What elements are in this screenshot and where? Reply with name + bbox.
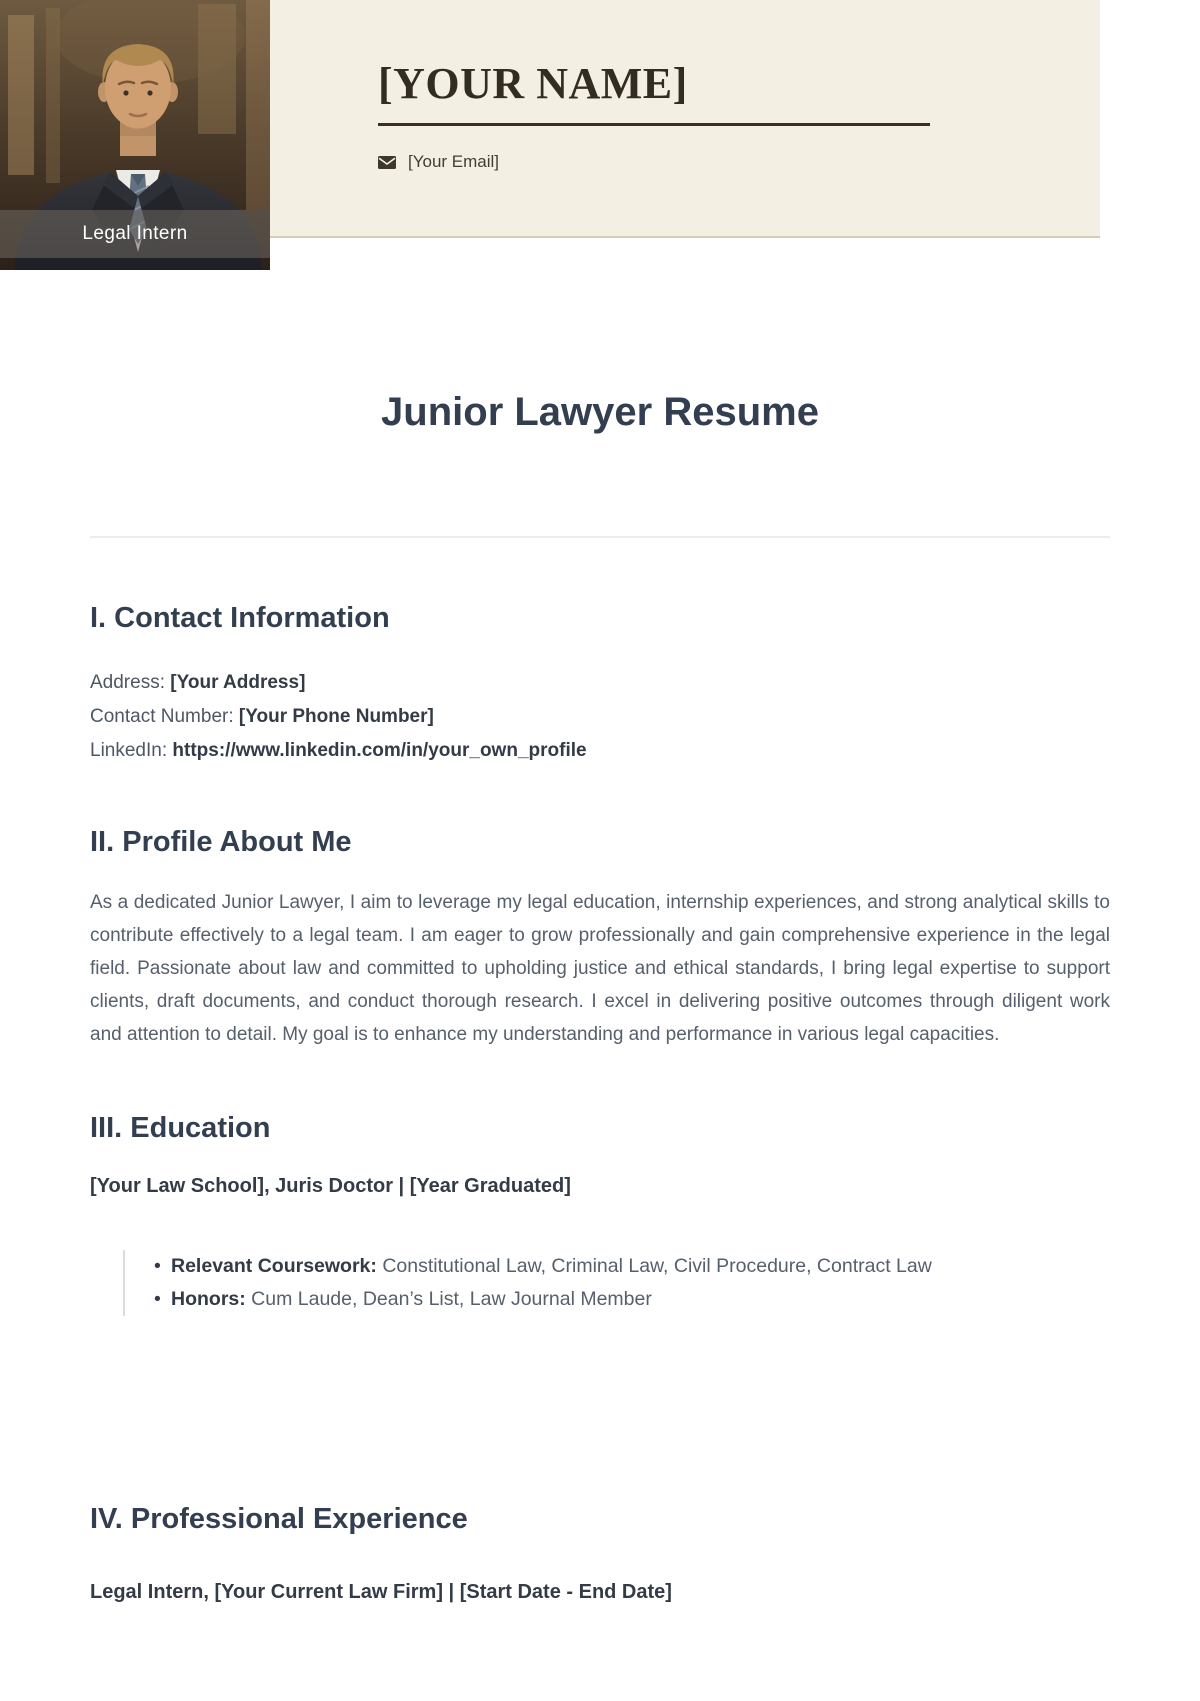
email-text: [Your Email]	[408, 152, 500, 171]
resume-body	[0, 388, 1200, 1606]
contact-row-phone	[90, 700, 1110, 734]
email-icon	[378, 156, 396, 169]
bullet-label: Honors:	[171, 1288, 246, 1310]
profile-paragraph: As a dedicated Junior Lawyer, I aim to leverage my legal education, internship experiences, and strong analytical skills to contribute effectively to a legal team. I am eager to grow professionally and gain comprehensive experience in the legal field. Passionate about law and committed to upholding justice and ethical standards, I bring legal expertise to support clients, draft documents, and conduct thorough research. I excel in delivering positive outcomes through diligent work and attention to detail. My goal is to enhance my understanding and performance in various legal capacities.	[90, 892, 1110, 1045]
linkedin-url[interactable]: https://www.linkedin.com/in/your_own_profile	[172, 740, 587, 761]
contact-rows	[90, 666, 1110, 768]
bullet-value: Constitutional Law, Criminal Law, Civil Procedure, Contract Law	[382, 1255, 932, 1277]
section-heading-experience: IV. Professional Experience	[90, 1503, 468, 1535]
education-bullets	[123, 1250, 1110, 1316]
contact-value: [Your Address]	[170, 672, 306, 693]
section-heading-education: III. Education	[90, 1112, 271, 1144]
bullet-item-honors	[154, 1283, 1100, 1316]
contact-row-linkedin	[90, 734, 1110, 768]
header-banner	[270, 0, 1100, 238]
header	[0, 0, 1200, 270]
contact-label: Address:	[90, 672, 165, 693]
contact-label: LinkedIn:	[90, 740, 168, 761]
bullet-item-coursework	[154, 1250, 1100, 1283]
page-title: Junior Lawyer Resume	[381, 390, 819, 434]
contact-row-address	[90, 666, 1110, 700]
education-degree-line: [Your Law School], Juris Doctor | [Year Graduated]	[90, 1175, 571, 1197]
bullet-label: Relevant Coursework:	[171, 1255, 377, 1277]
photo-caption: Legal Intern	[0, 210, 270, 258]
bullet-value: Cum Laude, Dean’s List, Law Journal Member	[251, 1288, 652, 1310]
section-heading-contact: I. Contact Information	[90, 602, 390, 634]
name-block	[378, 58, 930, 126]
email-row	[378, 152, 1100, 172]
contact-value: [Your Phone Number]	[238, 706, 434, 727]
name-heading: [YOUR NAME]	[378, 59, 688, 108]
portrait-photo	[0, 0, 270, 270]
experience-entry-line: Legal Intern, [Your Current Law Firm] | [Start Date - End Date]	[90, 1581, 672, 1603]
contact-label: Contact Number:	[90, 706, 234, 727]
section-heading-profile: II. Profile About Me	[90, 826, 352, 858]
section-divider	[90, 536, 1110, 538]
